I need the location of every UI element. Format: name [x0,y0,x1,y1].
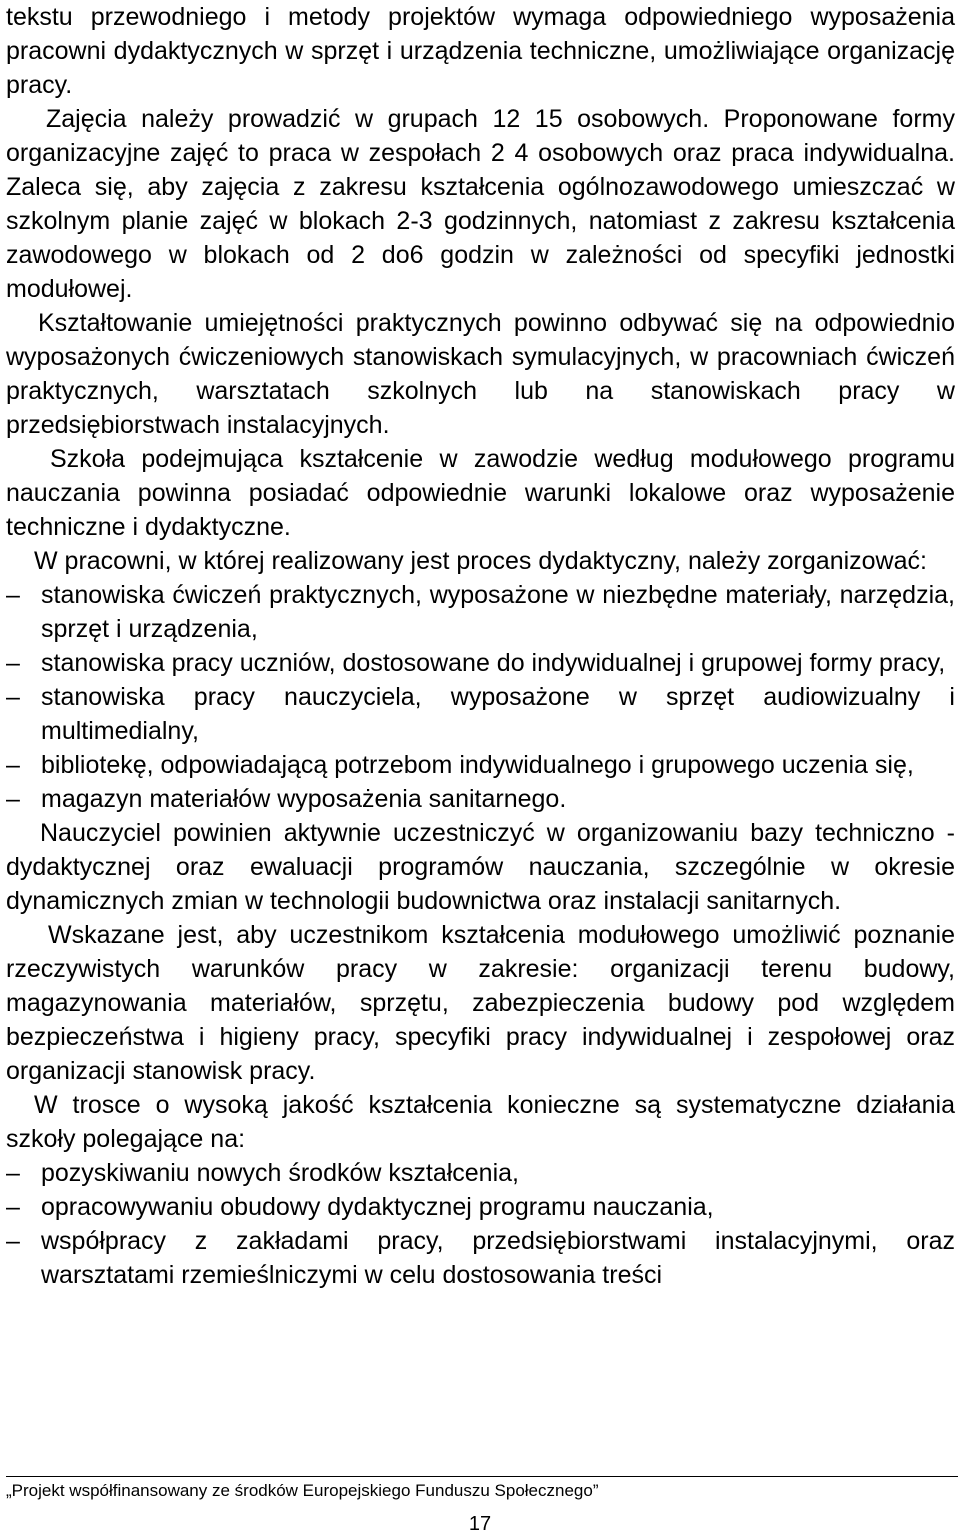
list-item [6,680,955,748]
list-item [6,578,955,646]
list-item-text: magazyn materiałów wyposażenia sanitarnego. [41,785,567,813]
list-item-text: opracowywaniu obudowy dydaktycznej programu nauczania, [41,1193,714,1221]
bullet-list [6,1156,955,1292]
document-body [6,0,955,1292]
dash-bullet: – [6,1193,20,1221]
paragraph: Szkoła podejmująca kształcenie w zawodzie według modułowego programu nauczania powinna posiadać odpowiednie warunki lokalowe oraz wyposażenie techniczne i dydaktyczne. [6,445,955,541]
paragraph: Kształtowanie umiejętności praktycznych powinno odbywać się na odpowiednio wyposażonych ćwiczeniowych stanowiskach symulacyjnych, w pracowniach ćwiczeń praktycznych, warsztatach szkolnych lub na stanowiskach pracy w przedsiębiorstwach instalacyjnych. [6,309,955,439]
list-item-text: współpracy z zakładami pracy, przedsiębiorstwami instalacyjnymi, oraz warsztatami rzemieślniczymi w celu dostosowania treści [41,1227,955,1289]
bullet-list [6,578,955,816]
paragraph: Zajęcia należy prowadzić w grupach 12 15 osobowych. Proponowane formy organizacyjne zajęć to praca w zespołach 2 4 osobowych oraz praca indywidualna. Zaleca się, aby zajęcia z zakresu kształcenia ogólnozawodowego umieszczać w szkolnym planie zajęć w blokach 2-3 godzinnych, natomiast z zakresu kształcenia zawodowego w blokach od 2 do6 godzin w zależności od specyfiki jednostki modułowej. [6,105,955,303]
list-item [6,782,955,816]
page-number: 17 [468,1513,492,1535]
paragraph: W trosce o wysoką jakość kształcenia konieczne są systematyczne działania szkoły polegające na: [6,1091,955,1153]
footer-divider [6,1476,958,1477]
paragraph: Wskazane jest, aby uczestnikom kształcenia modułowego umożliwić poznanie rzeczywistych warunków pracy w zakresie: organizacji terenu budowy, magazynowania materiałów, sprzętu, zabezpieczenia budowy pod względem bezpieczeństwa i higieny pracy, specyfiki pracy indywidualnej i zespołowej oraz organizacji stanowisk pracy. [6,921,955,1085]
paragraph: tekstu przewodniego i metody projektów wymaga odpowiedniego wyposażenia pracowni dydaktycznych w sprzęt i urządzenia techniczne, umożliwiające organizację pracy. [6,3,955,99]
paragraph: Nauczyciel powinien aktywnie uczestniczyć w organizowaniu bazy techniczno - dydaktycznej oraz ewaluacji programów nauczania, szczególnie w okresie dynamicznych zmian w technologii budownictwa oraz instalacji sanitarnych. [6,819,955,915]
list-item [6,1224,955,1292]
list-item-text: stanowiska ćwiczeń praktycznych, wyposażone w niezbędne materiały, narzędzia, sprzęt i urządzenia, [41,581,955,643]
dash-bullet: – [6,751,20,779]
paragraph: W pracowni, w której realizowany jest proces dydaktyczny, należy zorganizować: [34,547,927,575]
dash-bullet: – [6,683,20,711]
dash-bullet: – [6,1159,20,1187]
list-item-text: stanowiska pracy uczniów, dostosowane do indywidualnej i grupowej formy pracy, [41,649,946,677]
list-item-text: bibliotekę, odpowiadającą potrzebom indywidualnego i grupowego uczenia się, [41,751,914,779]
list-item-text: pozyskiwaniu nowych środków kształcenia, [41,1159,519,1187]
list-item [6,748,955,782]
list-item [6,1190,955,1224]
dash-bullet: – [6,785,20,813]
dash-bullet: – [6,1227,20,1255]
dash-bullet: – [6,649,20,677]
list-item [6,646,955,680]
footer-text: „Projekt współfinansowany ze środków Europejskiego Funduszu Społecznego” [6,1481,599,1500]
list-item-text: stanowiska pracy nauczyciela, wyposażone w sprzęt audiowizualny i multimedialny, [41,683,955,745]
list-item [6,1156,955,1190]
dash-bullet: – [6,581,20,609]
